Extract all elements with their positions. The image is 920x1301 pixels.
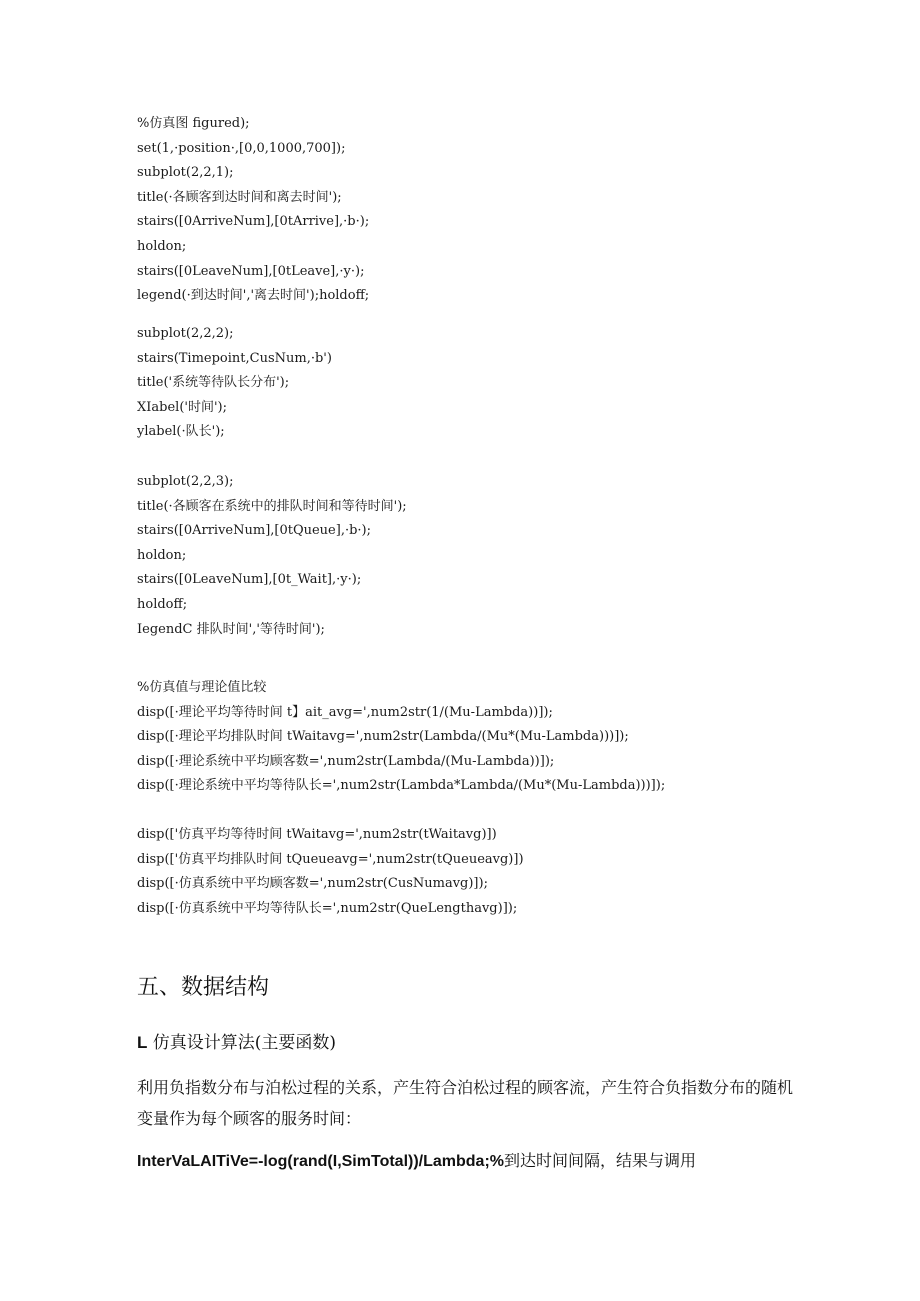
- code-line: disp([·理论系统中平均顾客数=',num2str(Lambda/(Mu-Lambda))]);: [137, 753, 555, 769]
- body-paragraph: 利用负指数分布与泊松过程的关系，产生符合泊松过程的顾客流，产生符合负指数分布的随机变量作为每个顾客的服务时间：: [137, 1078, 794, 1128]
- code-line: %仿真图 figured);: [137, 116, 250, 131]
- code-block-plotting-1: [137, 112, 369, 309]
- sub-heading-number: L: [137, 1033, 148, 1052]
- code-line: title(·各顾客在系统中的排队时间和等待时间');: [137, 498, 407, 514]
- code-block-plotting-2: [137, 322, 332, 445]
- code-line: %仿真值与理论值比较: [137, 680, 267, 695]
- code-line: disp([·理论平均等待时间 t】ait_avg=',num2str(1/(Mu-Lambda))]);: [137, 704, 553, 720]
- sub-heading-text: 仿真设计算法(主要函数): [152, 1033, 337, 1053]
- code-line: IegendC 排队时间','等待时间');: [137, 621, 325, 637]
- code-line: stairs([0ArriveNum],[0tQueue],·b·);: [137, 523, 371, 539]
- code-line: XIabel('时间');: [137, 399, 227, 415]
- sub-heading: [137, 1030, 336, 1056]
- formula-line: [137, 1148, 696, 1175]
- code-line: stairs([0LeaveNum],[0tLeave],·y·);: [137, 263, 365, 279]
- formula-comment: 到达时间间隔，结果与调用: [504, 1151, 697, 1170]
- code-line: set(1,·position·,[0,0,1000,700]);: [137, 140, 346, 156]
- code-line: disp([·仿真系统中平均顾客数=',num2str(CusNumavg)]);: [137, 876, 488, 892]
- section-heading: 五、数据结构: [137, 975, 270, 1000]
- code-line: disp([·理论平均排队时间 tWaitavg=',num2str(Lambda/(Mu*(Mu-Lambda)))]);: [137, 729, 629, 745]
- code-block-theory-compare: [137, 676, 665, 799]
- code-line: holdon;: [137, 547, 187, 563]
- code-line: title(·各顾客到达时间和离去时间');: [137, 189, 342, 205]
- code-line: legend(·到达时间','离去时间');holdoff;: [137, 288, 370, 304]
- formula-code: InterVaLAITiVe=-log(rand(I,SimTotal))/Lambda;%: [137, 1153, 505, 1170]
- code-line: disp([·理论系统中平均等待队长=',num2str(Lambda*Lambda/(Mu*(Mu-Lambda)))]);: [137, 778, 666, 794]
- code-line: subplot(2,2,1);: [137, 165, 234, 181]
- code-line: ylabel(·队长');: [137, 424, 225, 440]
- code-line: subplot(2,2,2);: [137, 326, 234, 341]
- code-block-simulation-output: [137, 823, 524, 921]
- code-line: holdoff;: [137, 596, 188, 612]
- code-line: title('系统等待队长分布');: [137, 375, 290, 391]
- code-line: disp(['仿真平均排队时间 tQueueavg=',num2str(tQueueavg)]): [137, 851, 524, 867]
- code-line: stairs([0LeaveNum],[0t_Wait],·y·);: [137, 572, 362, 588]
- code-line: holdon;: [137, 238, 187, 254]
- code-line: subplot(2,2,3);: [137, 474, 234, 489]
- code-line: disp(['仿真平均等待时间 tWaitavg=',num2str(tWaitavg)]): [137, 827, 497, 842]
- code-block-plotting-3: [137, 470, 407, 642]
- code-line: stairs(Timepoint,CusNum,·b'): [137, 350, 332, 366]
- code-line: disp([·仿真系统中平均等待队长=',num2str(QueLengthavg)]);: [137, 900, 518, 916]
- code-line: stairs([0ArriveNum],[0tArrive],·b·);: [137, 214, 370, 230]
